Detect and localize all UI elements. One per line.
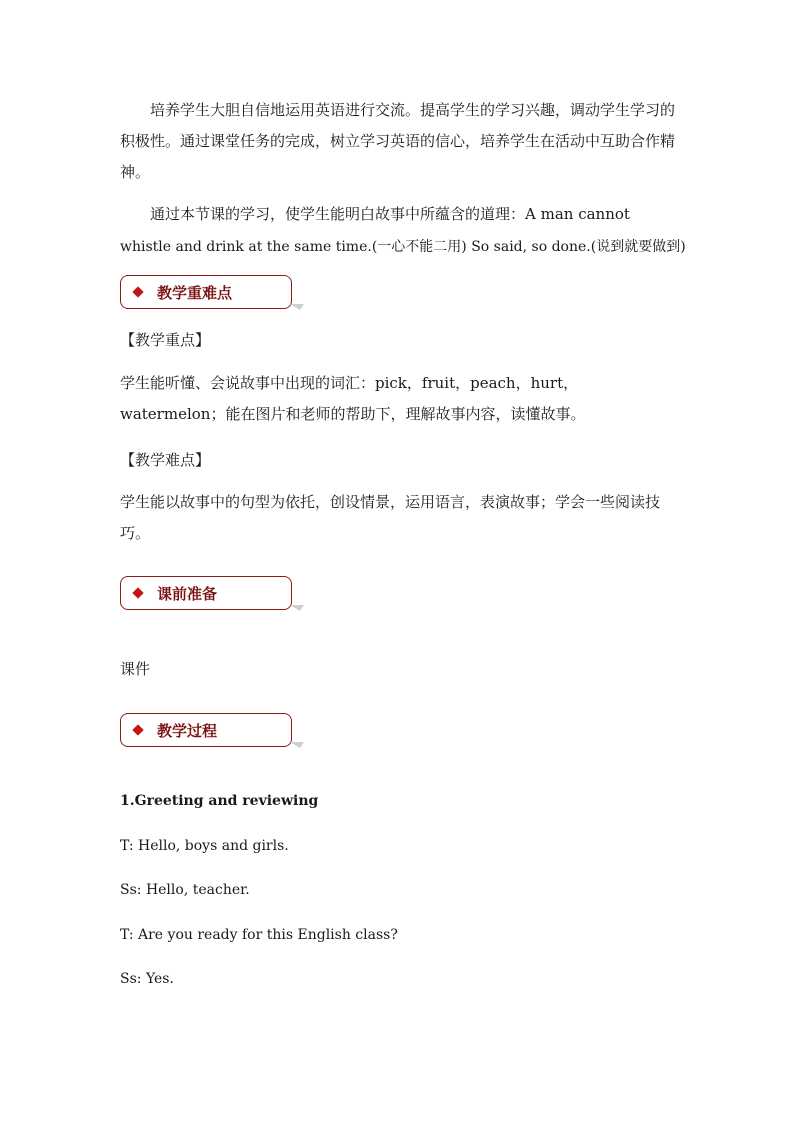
section-shadow [290,304,304,310]
difficult-points-label: 【教学难点】 [120,451,211,469]
difficult-points-text: 学生能以故事中的句型为依托，创设情景，运用语言，表演故事；学会一些阅读技巧。 [120,493,661,542]
section-shadow [290,605,304,611]
section-title: 课前准备 [157,585,218,603]
diamond-bullet-icon [132,724,143,735]
dialogue-line: Ss: Yes. [120,971,174,987]
section-title: 教学过程 [157,722,218,740]
objective-paragraph: 培养学生大胆自信地运用英语进行交流。提高学生的学习兴趣，调动学生学习的积极性。通过课堂任务的完成，树立学习英语的信心，培养学生在活动中互助合作精神。 [120,101,676,181]
key-points-text: 学生能听懂、会说故事中出现的词汇：pick，fruit，peach，hurt，watermelon；能在图片和老师的帮助下，理解故事内容，读懂故事。 [120,374,586,423]
step-heading: 1.Greeting and reviewing [120,793,319,809]
moral-line-2: whistle and drink at the same time.(一心不能二用) So said, so done.(说到就要做到) [120,239,686,255]
section-header-prep [120,576,292,610]
dialogue-line: T: Are you ready for this English class? [120,927,398,943]
prep-text: 课件 [120,660,151,678]
dialogue-line: Ss: Hello, teacher. [120,882,250,898]
moral-line-1: 通过本节课的学习，使学生能明白故事中所蕴含的道理：A man cannot [150,205,630,223]
key-points-label: 【教学重点】 [120,331,211,349]
section-shadow [290,742,304,748]
diamond-bullet-icon [132,286,143,297]
section-title: 教学重难点 [157,284,233,302]
section-header-process [120,713,292,747]
dialogue-line: T: Hello, boys and girls. [120,838,289,854]
section-header-focus [120,275,292,309]
diamond-bullet-icon [132,587,143,598]
